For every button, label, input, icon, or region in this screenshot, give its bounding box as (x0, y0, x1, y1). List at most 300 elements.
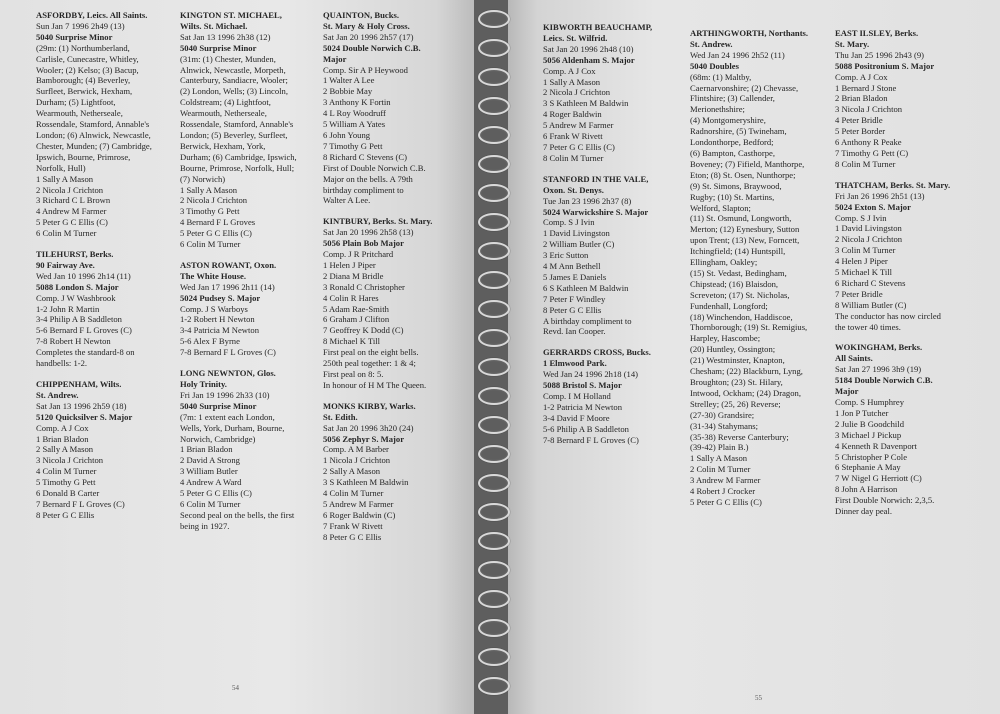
binding-ring (478, 677, 510, 695)
binding-ring (478, 39, 510, 57)
peal-date: Sat Jan 20 1996 2h48 (10) (543, 43, 634, 54)
peal-entry (835, 180, 950, 333)
binding-ring (478, 474, 510, 492)
binding-ring (478, 242, 510, 260)
peal-detail-line: Comp. A J Cox (36, 422, 89, 433)
peal-detail-line: Comp. A J Cox (835, 71, 888, 82)
peal-entry (323, 401, 432, 543)
peal-detail-line: 6 Richard C Stevens (835, 277, 906, 288)
peal-detail-line: 8 Peter G C Ellis (543, 304, 602, 315)
peal-detail-line: 1-2 John R Martin (36, 303, 100, 314)
peal-detail-line: 4 Robert J Crocker (690, 486, 756, 497)
peal-detail-line: 5 Andrew M Farmer (543, 120, 614, 131)
peal-detail-line: (31-34) Stahymans; (690, 420, 759, 431)
peal-detail-line: 1 Bernard J Stone (835, 82, 897, 93)
peal-detail-line: 2 Sally A Mason (36, 444, 94, 455)
peal-entry (180, 260, 297, 358)
peal-detail-line: the tower 40 times. (835, 321, 901, 332)
peal-detail-line: Londonthorpe, Bedford; (690, 137, 774, 148)
peal-detail-line: 3-4 David F Moore (543, 412, 610, 423)
peal-detail-line: 1 Brian Bladon (36, 433, 89, 444)
peal-detail-line: Norfolk, Hull) (36, 162, 86, 173)
peal-detail-line: Carlisle, Cunecastre, Whitley, (36, 53, 139, 64)
peal-detail-line: 6 Donald B Carter (36, 488, 100, 499)
peal-detail-line: upon Trent; (13) New, Forncett, (690, 235, 800, 246)
peal-method: 5040 Surprise Minor (36, 31, 113, 42)
peal-location: St. Mary & Holy Cross. (323, 20, 410, 31)
peal-detail-line: Strelley; (25, 26) Reverse; (690, 398, 781, 409)
peal-detail-line: 4 Peter Bridle (835, 115, 883, 126)
peal-detail-line: 4 Andrew M Farmer (36, 206, 107, 217)
peal-detail-line: First peal on the eight bells. (323, 347, 419, 358)
peal-location: WOKINGHAM, Berks. (835, 342, 923, 353)
peal-detail-line: (7) Norwich) (180, 173, 226, 184)
peal-method: 5040 Doubles (690, 60, 739, 71)
peal-detail-line: 5 Peter G C Ellis (C) (180, 228, 252, 239)
peal-detail-line: Caernarvonshire; (2) Chevasse, (690, 82, 799, 93)
peal-entry (180, 368, 297, 532)
peal-detail-line: 3 Anthony K Fortin (323, 97, 391, 108)
peal-entry (835, 342, 950, 517)
peal-detail-line: 5 Adam Rae-Smith (323, 303, 389, 314)
peal-detail-line: (21) Westminster, Knapton, (690, 355, 785, 366)
peal-detail-line: 2 Julie B Goodchild (835, 418, 904, 429)
peal-detail-line: 1 Sally A Mason (180, 184, 238, 195)
peal-location: 90 Fairway Ave. (36, 259, 95, 270)
peal-entry (835, 28, 950, 170)
peal-location: ARTHINGWORTH, Northants. (690, 28, 809, 38)
peal-detail-line: Comp. S Humphrey (835, 397, 904, 407)
peal-location: EAST ILSLEY, Berks. (835, 28, 919, 38)
peal-detail-line: 2 William Butler (C) (543, 239, 615, 250)
peal-location: St. Andrew. (36, 389, 79, 400)
peal-detail-line: 1 Sally A Mason (543, 76, 601, 87)
peal-detail-line: 5 Peter G C Ellis (C) (180, 488, 252, 499)
peal-location: MONKS KIRBY, Warks. (323, 400, 416, 411)
peal-detail-line: Canterbury, Sandiacre, Wooler; (180, 75, 288, 86)
peal-detail-line: Fundenhall, Longford; (690, 300, 768, 311)
peal-detail-line: 3 S Kathleen M Baldwin (323, 477, 409, 488)
peal-detail-line: 3 Andrew M Farmer (690, 475, 761, 486)
peal-detail-line: birthday compliment to (323, 184, 404, 195)
peal-detail-line: 1 David Livingston (543, 228, 610, 239)
peal-date: Sun Jan 7 1996 2h49 (13) (36, 20, 125, 31)
binding-ring (478, 213, 510, 231)
peal-method: 5040 Surprise Minor (180, 42, 257, 53)
binding-ring (478, 561, 510, 579)
peal-detail-line: 5 William A Yates (323, 119, 386, 130)
peal-location: KINGTON ST. MICHAEL, (180, 10, 282, 20)
peal-detail-line: 4 Roger Baldwin (543, 109, 602, 120)
peal-detail-line: 1 Brian Bladon (180, 444, 233, 455)
peal-date: Tue Jan 23 1996 2h37 (8) (543, 195, 632, 206)
peal-detail-line: Wells, York, Durham, Bourne, (180, 422, 285, 433)
peal-detail-line: Major on the bells. A 79th (323, 173, 413, 184)
peal-entry (36, 379, 152, 521)
peal-method: 5184 Double Norwich C.B. (835, 375, 933, 386)
binding-ring (478, 590, 510, 608)
peal-detail-line: 3 Richard C L Brown (36, 195, 111, 206)
peal-detail-line: 1 Walter A Lee (323, 75, 375, 86)
left-page (0, 0, 474, 714)
peal-detail-line: 6 Colin M Turner (36, 228, 97, 239)
binding-ring (478, 10, 510, 28)
peal-location: Holy Trinity. (180, 379, 227, 389)
peal-location: ASTON ROWANT, Oxon. (180, 259, 277, 270)
peal-detail-line: 5 Peter Border (835, 126, 886, 137)
peal-location: TILEHURST, Berks. (36, 249, 114, 260)
peal-detail-line: First peal on 8: 5. (323, 369, 384, 379)
peal-location: STANFORD IN THE VALE, (543, 173, 649, 184)
peal-detail-line: 3 Ronald C Christopher (323, 281, 405, 292)
peal-detail-line: 5 Timothy G Pett (36, 477, 96, 488)
peal-method: 5040 Surprise Minor (180, 400, 257, 411)
peal-detail-line: 1-2 Patricia M Newton (543, 401, 622, 412)
peal-detail-line: (7m: 1 extent each London, (180, 411, 275, 422)
peal-detail-line: Wearmouth, Netherseale, (180, 108, 267, 119)
peal-detail-line: 8 Colin M Turner (835, 158, 896, 169)
left-column-1 (36, 10, 152, 531)
peal-detail-line: Rossendale, Stamford, Annable's (180, 119, 294, 130)
peal-date: Wed Jan 17 1996 2h11 (14) (180, 281, 275, 292)
peal-detail-line: 7 Peter Bridle (835, 288, 883, 299)
peal-detail-line: 3 Colin M Turner (835, 245, 896, 256)
peal-location: THATCHAM, Berks. St. Mary. (835, 179, 951, 190)
peal-detail-line: 2 Brian Bladon (835, 93, 888, 104)
peal-detail-line: Bourne, Primrose, Norfolk, Hull; (180, 162, 295, 173)
peal-detail-line: Norwich, Cambridge) (180, 433, 256, 444)
peal-detail-line: 5 Michael K Till (835, 267, 893, 278)
peal-detail-line: Comp. A J Cox (543, 65, 596, 76)
peal-detail-line: 7 Geoffrey K Dodd (C) (323, 325, 404, 336)
peal-detail-line: (15) St. Vedast, Bedingham, (690, 267, 787, 278)
peal-detail-line: 2 Nicola J Crichton (180, 195, 248, 206)
peal-date: Sat Jan 20 1996 2h58 (13) (323, 227, 414, 238)
peal-detail-line: (11) St. Osmund, Longworth, (690, 213, 792, 224)
peal-detail-line: 7 Peter F Windley (543, 293, 606, 304)
peal-detail-line: 250th peal together: 1 & 4; (323, 358, 416, 369)
right-column-3 (835, 28, 950, 527)
binding-ring (478, 68, 510, 86)
peal-entry (543, 174, 652, 338)
peal-date: Wed Jan 24 1996 2h52 (11) (690, 49, 785, 60)
peal-detail-line: 2 Sally A Mason (323, 466, 381, 477)
peal-method: 5088 Bristol S. Major (543, 380, 622, 391)
peal-detail-line: Boveney; (7) Fifield, Manthorpe, (690, 158, 805, 169)
right-column-2 (690, 28, 808, 518)
peal-entry (36, 10, 152, 239)
peal-detail-line: (9) St. Simons, Braywood, (690, 180, 782, 191)
peal-detail-line: 5 James E Daniels (543, 271, 607, 282)
binding-ring (478, 126, 510, 144)
peal-date: Sat Jan 20 1996 2h57 (17) (323, 31, 414, 42)
peal-detail-line: Flintshire; (3) Callender, (690, 93, 775, 104)
binding-ring (478, 648, 510, 666)
peal-method: 5024 Double Norwich C.B. (323, 42, 421, 53)
peal-detail-line: 4 Colin R Hares (323, 292, 379, 303)
peal-detail-line: Ipswich, Bourne, Primrose, (36, 151, 131, 162)
peal-detail-line: London; (5) Beverley, Surfleet, (180, 129, 288, 140)
peal-detail-line: Rugby; (10) St. Martins, (690, 191, 775, 202)
peal-detail-line: 3 S Kathleen M Baldwin (543, 98, 629, 109)
peal-detail-line: (2) London, Wells; (3) Lincoln, (180, 86, 288, 97)
peal-method: 5024 Pudsey S. Major (180, 292, 261, 303)
peal-detail-line: Welford, Slapton; (690, 202, 751, 213)
peal-date: Fri Jan 26 1996 2h51 (13) (835, 190, 925, 201)
peal-detail-line: Thornborough; (19) St. Remigius, (690, 322, 808, 333)
peal-detail-line: 5 Peter G C Ellis (C) (36, 217, 108, 228)
peal-method: 5056 Zephyr S. Major (323, 433, 405, 444)
peal-detail-line: (6) Bampton, Casthorpe, (690, 147, 775, 158)
peal-method: Major (323, 53, 347, 64)
peal-detail-line: Surfleet, Berwick, Hexham, (36, 86, 133, 97)
peal-date: Sat Jan 20 1996 3h20 (24) (323, 422, 414, 433)
peal-detail-line: Merton; (12) Eynesbury, Sutton (690, 224, 800, 235)
peal-location: 1 Elmwood Park. (543, 358, 607, 369)
peal-detail-line: 2 Bobbie May (323, 86, 373, 97)
peal-detail-line: Chester, Munden; (7) Cambridge, (36, 140, 152, 151)
peal-detail-line: (18) Winchendon, Haddiscoe, (690, 311, 793, 322)
peal-detail-line: 2 Diana M Bridle (323, 270, 384, 281)
peal-method: 5088 London S. Major (36, 281, 119, 292)
left-column-2 (180, 10, 297, 542)
peal-date: Wed Jan 10 1996 2h14 (11) (36, 270, 131, 281)
peal-date: Fri Jan 19 1996 2h33 (10) (180, 389, 270, 400)
peal-detail-line: 2 Colin M Turner (690, 464, 751, 475)
peal-date: Wed Jan 24 1996 2h18 (14) (543, 369, 639, 380)
binding-ring (478, 97, 510, 115)
peal-detail-line: 4 Colin M Turner (36, 466, 97, 477)
peal-detail-line: The conductor has now circled (835, 310, 941, 321)
peal-entry (323, 216, 432, 391)
peal-detail-line: Eton; (8) St. Osen, Nunthorpe; (690, 169, 796, 180)
peal-detail-line: Second peal on the bells, the first (180, 509, 295, 520)
peal-detail-line: 7 W Nigel G Herriott (C) (835, 473, 922, 484)
peal-location: St. Mary. (835, 38, 870, 49)
peal-detail-line: 4 Colin M Turner (323, 488, 384, 499)
peal-detail-line: Broughton; (23) St. Hilary, (690, 377, 783, 387)
binding-ring (478, 329, 510, 347)
peal-detail-line: 6 Frank W Rivett (543, 131, 603, 142)
peal-detail-line: Comp. J W Washbrook (36, 292, 116, 303)
peal-detail-line: 4 Bernard F L Groves (180, 217, 256, 228)
peal-detail-line: 4 Andrew A Ward (180, 477, 242, 488)
peal-detail-line: 6 Graham J Clifton (323, 314, 390, 325)
peal-detail-line: 1 Sally A Mason (690, 453, 748, 464)
peal-detail-line: handbells: 1-2. (36, 358, 88, 369)
peal-date: Sat Jan 13 1996 2h38 (12) (180, 31, 271, 42)
peal-detail-line: Revd. Ian Cooper. (543, 326, 606, 337)
peal-location: ASFORDBY, Leics. All Saints. (36, 10, 148, 20)
peal-detail-line: 3 William Butler (180, 466, 238, 477)
peal-detail-line: 2 Nicola J Crichton (543, 87, 611, 98)
peal-detail-line: 8 William Butler (C) (835, 299, 907, 310)
peal-detail-line: 6 Colin M Turner (180, 239, 241, 250)
peal-detail-line: (31m: (1) Chester, Munden, (180, 53, 276, 64)
peal-location: St. Andrew. (690, 38, 733, 49)
peal-location: QUAINTON, Bucks. (323, 10, 400, 20)
peal-location: CHIPPENHAM, Wilts. (36, 379, 122, 389)
peal-detail-line: 8 Colin M Turner (543, 152, 604, 163)
peal-detail-line: 1 Helen J Piper (323, 259, 376, 270)
peal-location: The White House. (180, 270, 246, 281)
peal-date: Sat Jan 27 1996 3h9 (19) (835, 364, 922, 375)
peal-detail-line: 5-6 Philip A B Saddleton (543, 423, 629, 434)
peal-location: KIBWORTH BEAUCHAMP, (543, 22, 653, 32)
peal-detail-line: 7-8 Bernard F L Groves (C) (180, 347, 276, 358)
peal-location: St. Edith. (323, 411, 358, 422)
peal-detail-line: Berwick, Hexham, York, (180, 140, 266, 151)
binding-ring (478, 416, 510, 434)
peal-method: Major (835, 386, 859, 397)
peal-detail-line: 8 Peter G C Ellis (323, 531, 382, 542)
peal-detail-line: Chipstead; (16) Blaisdon, (690, 278, 779, 289)
peal-detail-line: 3 Nicola J Crichton (835, 104, 903, 115)
peal-detail-line: Comp. S J Ivin (835, 212, 887, 223)
peal-detail-line: Screveton; (17) St. Nicholas, (690, 289, 790, 300)
peal-entry (36, 249, 152, 369)
peal-location: LONG NEWNTON, Glos. (180, 368, 276, 379)
peal-detail-line: (35-38) Reverse Canterbury; (690, 431, 789, 442)
peal-detail-line: 8 John A Harrison (835, 484, 898, 495)
peal-method: 5056 Aldenham S. Major (543, 54, 635, 65)
peal-detail-line: 2 David A Strong (180, 455, 240, 466)
binding-ring (478, 619, 510, 637)
peal-detail-line: Wearmouth, Netherseale, (36, 108, 123, 119)
peal-detail-line: 5 Andrew M Farmer (323, 498, 394, 509)
peal-detail-line: 6 Anthony R Peake (835, 137, 902, 148)
peal-detail-line: Merionethshire; (690, 104, 745, 115)
peal-detail-line: 3-4 Philip A B Saddleton (36, 314, 122, 325)
peal-detail-line: being in 1927. (180, 520, 230, 531)
peal-detail-line: Comp. Sir A P Heywood (323, 64, 408, 75)
peal-detail-line: (20) Huntley, Ossington; (690, 344, 776, 355)
peal-detail-line: Itchingfield; (14) Huntspill, (690, 246, 786, 257)
peal-detail-line: 7 Timothy G Pett (C) (835, 147, 909, 158)
peal-detail-line: 2 Nicola J Crichton (36, 184, 104, 195)
peal-detail-line: 8 Richard C Stevens (C) (323, 151, 408, 162)
peal-detail-line: (4) Montgomeryshire, (690, 115, 766, 126)
peal-detail-line: 7 Frank W Rivett (323, 520, 383, 531)
peal-detail-line: 1 Sally A Mason (36, 173, 94, 184)
binding-ring (478, 445, 510, 463)
peal-entry (543, 347, 652, 445)
peal-location: Oxon. St. Denys. (543, 184, 604, 195)
peal-detail-line: In honour of H M The Queen. (323, 379, 427, 390)
peal-detail-line: Harpley, Hascombe; (690, 333, 761, 344)
binding-ring (478, 184, 510, 202)
peal-detail-line: 4 Helen J Piper (835, 256, 888, 267)
peal-detail-line: 7-8 Robert H Newton (36, 336, 111, 347)
peal-method: 5024 Exton S. Major (835, 201, 911, 212)
peal-detail-line: London; (6) Alnwick, Newcastle, (36, 129, 151, 140)
peal-location: Leics. St. Wilfrid. (543, 32, 608, 43)
peal-detail-line: (27-30) Grandsire; (690, 409, 755, 420)
peal-detail-line: 6 John Young (323, 129, 371, 140)
peal-detail-line: Wooler; (2) Kelso; (3) Bacup, (36, 64, 139, 75)
peal-detail-line: Durham; (5) Lightfoot, (36, 97, 116, 108)
peal-detail-line: Rossendale, Stamford, Annable's (36, 119, 150, 130)
peal-detail-line: 6 Stephanie A May (835, 462, 901, 473)
peal-detail-line: 5-6 Alex F Byrne (180, 336, 240, 347)
right-column-1 (543, 22, 652, 456)
peal-detail-line: 1 David Livingston (835, 223, 902, 234)
peal-detail-line: 5 Peter G C Ellis (C) (690, 496, 762, 507)
peal-location: KINTBURY, Berks. St. Mary. (323, 216, 433, 227)
peal-detail-line: 3 Michael J Pickup (835, 429, 902, 440)
peal-detail-line: Coldstream; (4) Lightfoot, (180, 97, 271, 108)
peal-location: GERRARDS CROSS, Bucks. (543, 347, 651, 358)
peal-detail-line: Comp. S J Ivin (543, 217, 595, 228)
peal-detail-line: Comp. I M Holland (543, 391, 611, 401)
peal-detail-line: 4 M Ann Bethell (543, 261, 601, 272)
peal-entry (180, 10, 297, 250)
peal-detail-line: (68m: (1) Maltby, (690, 71, 752, 82)
peal-entry (690, 28, 808, 508)
peal-detail-line: 5 Christopher P Cole (835, 451, 908, 462)
peal-location: All Saints. (835, 353, 873, 364)
peal-detail-line: 6 S Kathleen M Baldwin (543, 282, 629, 293)
binding-ring (478, 358, 510, 376)
binding-ring (478, 387, 510, 405)
peal-detail-line: Ellingham, Oakley; (690, 257, 758, 268)
peal-entry (543, 22, 652, 164)
peal-detail-line: 1-2 Robert H Newton (180, 314, 255, 325)
peal-detail-line: Completes the standard-8 on (36, 347, 135, 358)
peal-method: 5120 Quicksilver S. Major (36, 411, 133, 422)
peal-detail-line: Intwood, Ockham; (24) Dragon, (690, 387, 801, 398)
peal-entry (323, 10, 432, 206)
peal-detail-line: 5-6 Bernard F L Groves (C) (36, 325, 132, 336)
peal-detail-line: 6 Roger Baldwin (C) (323, 509, 396, 520)
peal-detail-line: Walter A Lee. (323, 195, 371, 206)
page-number-right: 55 (755, 694, 762, 702)
peal-detail-line: 8 Peter G C Ellis (36, 509, 95, 520)
peal-detail-line: 7 Bernard F L Groves (C) (36, 498, 125, 509)
binding-ring (478, 503, 510, 521)
binding-ring (478, 300, 510, 318)
peal-detail-line: Comp. J S Warboys (180, 303, 248, 314)
peal-detail-line: Durham; (6) Cambridge, Ipswich, (180, 151, 297, 162)
peal-detail-line: 1 Jon P Tutcher (835, 407, 889, 418)
right-page (508, 0, 1000, 714)
peal-detail-line: 8 Michael K Till (323, 336, 381, 347)
peal-detail-line: First Double Norwich: 2,3,5. (835, 495, 935, 506)
peal-detail-line: 3 Timothy G Pett (180, 206, 240, 217)
peal-detail-line: 4 L Roy Woodruff (323, 108, 386, 119)
binding-ring (478, 271, 510, 289)
peal-detail-line: A birthday compliment to (543, 315, 632, 326)
peal-detail-line: (39-42) Plain B.) (690, 442, 749, 453)
peal-detail-line: 7 Peter G C Ellis (C) (543, 141, 615, 152)
peal-method: 5088 Positronium S. Major (835, 60, 935, 71)
peal-detail-line: Alnwick, Newcastle, Morpeth, (180, 64, 286, 75)
peal-detail-line: 1 Nicola J Crichton (323, 455, 391, 466)
peal-detail-line: 4 Kenneth R Davenport (835, 440, 917, 451)
peal-detail-line: Comp. A M Barber (323, 444, 389, 455)
peal-detail-line: 3-4 Patricia M Newton (180, 325, 259, 336)
peal-detail-line: 7-8 Bernard F L Groves (C) (543, 434, 639, 445)
peal-detail-line: Dinner day peal. (835, 506, 893, 517)
page-number-left: 54 (232, 684, 239, 692)
binding-ring (478, 155, 510, 173)
peal-detail-line: Chesham; (22) Blackburn, Lyng, (690, 366, 803, 377)
peal-detail-line: First of Double Norwich C.B. (323, 162, 426, 173)
peal-detail-line: 3 Eric Sutton (543, 250, 589, 261)
peal-detail-line: Comp. J R Pritchard (323, 249, 394, 260)
peal-location: Wilts. St. Michael. (180, 20, 248, 31)
peal-date: Sat Jan 13 1996 2h59 (18) (36, 400, 127, 411)
